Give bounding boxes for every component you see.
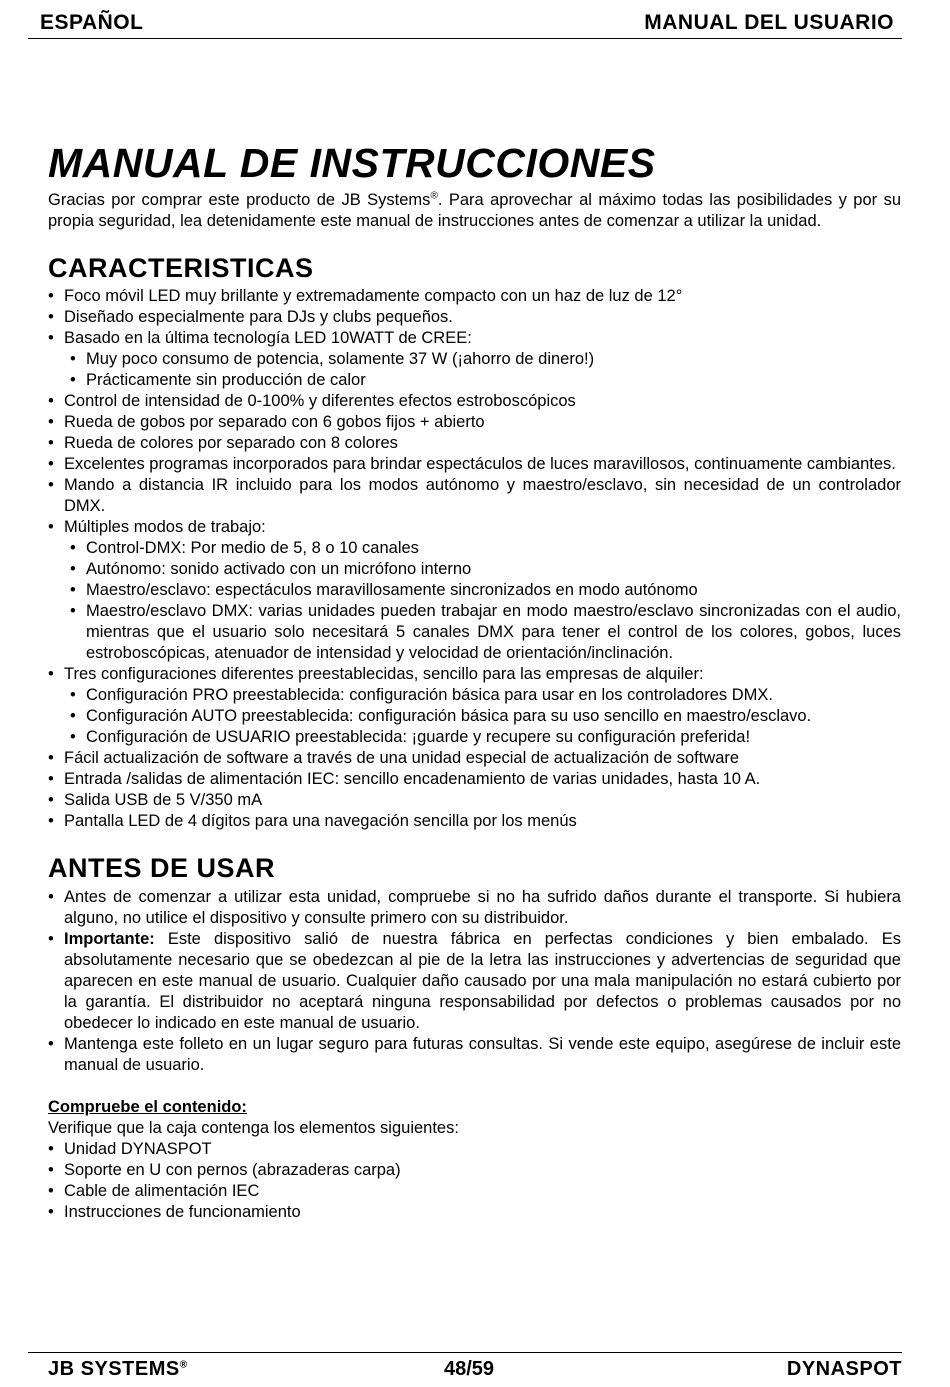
feature-subitem: • Autónomo: sonido activado con un micrófono interno [48, 559, 901, 580]
feature-sublist [48, 685, 901, 748]
intro-paragraph [48, 190, 901, 232]
feature-item-text: Múltiples modos de trabajo: [64, 518, 266, 536]
feature-item [48, 790, 901, 811]
feature-item [48, 811, 901, 832]
feature-subitem: • Configuración PRO preestablecida: configuración básica para usar en los controladores DMX. [48, 685, 901, 706]
page-footer [28, 1352, 902, 1383]
feature-item-text: Foco móvil LED muy brillante y extremadamente compacto con un haz de luz de 12° [64, 287, 683, 305]
feature-subitem: • Muy poco consumo de potencia, solamente 37 W (¡ahorro de dinero!) [48, 349, 901, 370]
feature-item [48, 328, 901, 391]
page-number: 48/59 [444, 1358, 495, 1380]
contents-heading: Compruebe el contenido: [48, 1098, 247, 1116]
feature-item [48, 517, 901, 664]
intro-text-after: . Para aprovechar al máximo todas las posibilidades y por su propia seguridad, lea detenidamente este manual de instrucciones antes de comenzar a utilizar la unidad. [48, 191, 901, 230]
feature-subitem: • Prácticamente sin producción de calor [48, 370, 901, 391]
feature-subitem: • Configuración AUTO preestablecida: configuración básica para su uso sencillo en maestro/esclavo. [48, 706, 901, 727]
feature-sublist [48, 538, 901, 664]
feature-item [48, 475, 901, 517]
page-title: MANUAL DE INSTRUCCIONES [48, 140, 656, 186]
footer-brand-name: JB SYSTEMS [48, 1358, 180, 1380]
feature-item [48, 286, 901, 307]
feature-item-text: Excelentes programas incorporados para brindar espectáculos de luces maravillosos, continuamente cambiantes. [64, 455, 896, 473]
feature-item-text: Basado en la última tecnología LED 10WATT de CREE: [64, 329, 472, 347]
header-manual-title: MANUAL DEL USUARIO [644, 11, 894, 34]
contents-intro: Verifique que la caja contenga los elementos siguientes: [48, 1119, 459, 1137]
contents-item: • Instrucciones de funcionamiento [48, 1202, 901, 1223]
footer-product: DYNASPOT [786, 1358, 902, 1380]
contents-item: • Unidad DYNASPOT [48, 1139, 901, 1160]
page-header [28, 8, 902, 39]
feature-item-text: Fácil actualización de software a través de una unidad especial de actualización de software [64, 749, 740, 767]
feature-item-text: Salida USB de 5 V/350 mA [64, 791, 263, 809]
feature-item [48, 769, 901, 790]
feature-item-text: Diseñado especialmente para DJs y clubs pequeños. [64, 308, 453, 326]
contents-list [48, 1139, 901, 1223]
footer-brand [48, 1358, 188, 1381]
feature-item [48, 307, 901, 328]
before-use-list [48, 887, 901, 1076]
intro-text-before: Gracias por comprar este producto de JB Systems [48, 191, 431, 209]
feature-item-text: Entrada /salidas de alimentación IEC: sencillo encadenamiento de varias unidades, hasta 10 A. [64, 770, 761, 788]
feature-subitem: • Configuración de USUARIO preestablecida: ¡guarde y recupere su configuración preferida! [48, 727, 901, 748]
registered-mark: ® [430, 190, 438, 202]
contents-item: • Cable de alimentación IEC [48, 1181, 901, 1202]
feature-item-text: Rueda de gobos por separado con 6 gobos fijos + abierto [64, 413, 485, 431]
list-item [48, 929, 901, 1034]
feature-item [48, 433, 901, 454]
important-text: Este dispositivo salió de nuestra fábrica en perfectas condiciones y bien embalado. Es absolutamente necesario que se obedezcan al pie de la letra las instrucciones y advertencias de seguridad que aparecen en este manual de usuario. Cualquier daño causado por una mala manipulación no estará cubierto por la garantía. El distribuidor no aceptará ninguna responsabilidad por defectos o problemas causados por no obedecer lo indicado en este manual de usuario. [64, 930, 901, 1032]
feature-item [48, 454, 901, 475]
features-list [48, 286, 901, 832]
feature-item [48, 664, 901, 748]
feature-subitem: • Maestro/esclavo DMX: varias unidades pueden trabajar en modo maestro/esclavo sincronizadas con el audio, mientras que el usuario solo necesitará 5 canales DMX para tener el control de los colores, gobos, luces estroboscópicas, atenuador de intensidad y velocidad de orientación/inclinación. [48, 601, 901, 664]
feature-subitem: • Control-DMX: Por medio de 5, 8 o 10 canales [48, 538, 901, 559]
feature-item [48, 748, 901, 769]
feature-item [48, 391, 901, 412]
feature-item-text: Rueda de colores por separado con 8 colores [64, 434, 398, 452]
feature-item [48, 412, 901, 433]
features-heading: CARACTERISTICAS [48, 253, 314, 283]
feature-item-text: Pantalla LED de 4 dígitos para una navegación sencilla por los menús [64, 812, 577, 830]
feature-sublist [48, 349, 901, 391]
header-language: ESPAÑOL [40, 11, 144, 34]
feature-item-text: Control de intensidad de 0-100% y diferentes efectos estroboscópicos [64, 392, 576, 410]
important-label: Importante: [64, 930, 155, 948]
feature-item-text: Tres configuraciones diferentes preestablecidas, sencillo para las empresas de alquiler: [64, 665, 704, 683]
contents-item: • Soporte en U con pernos (abrazaderas carpa) [48, 1160, 901, 1181]
before-use-heading: ANTES DE USAR [48, 853, 276, 883]
feature-subitem: • Maestro/esclavo: espectáculos maravillosamente sincronizados en modo autónomo [48, 580, 901, 601]
page-content [48, 138, 901, 1223]
list-item: • Antes de comenzar a utilizar esta unidad, compruebe si no ha sufrido daños durante el transporte. Si hubiera alguno, no utilice el dispositivo y consulte primero con su distribuidor. [48, 887, 901, 929]
footer-registered-mark: ® [179, 1359, 188, 1371]
feature-item-text: Mando a distancia IR incluido para los modos autónomo y maestro/esclavo, sin necesidad de un controlador DMX. [64, 476, 901, 515]
list-item: • Mantenga este folleto en un lugar seguro para futuras consultas. Si vende este equipo, asegúrese de incluir este manual de usuario. [48, 1034, 901, 1076]
